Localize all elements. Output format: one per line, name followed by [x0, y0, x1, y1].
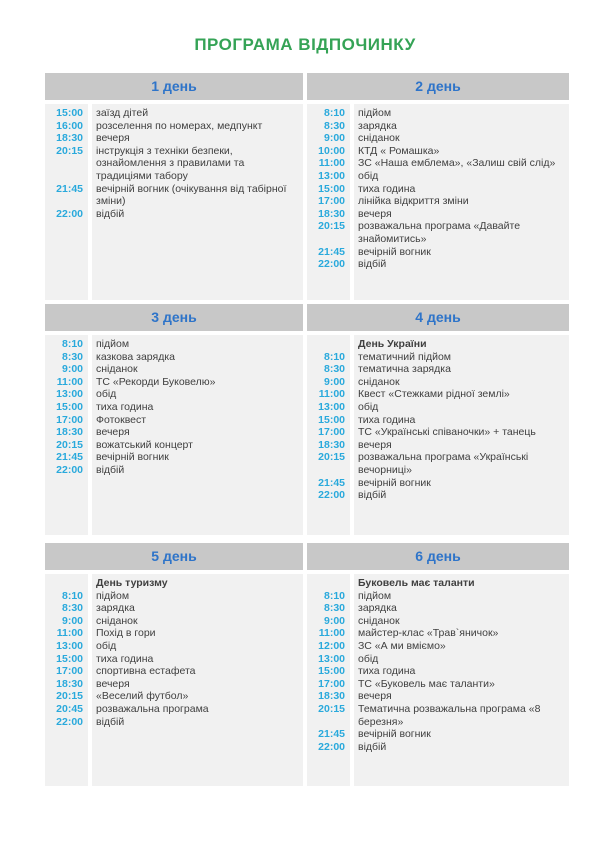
day-1-body — [45, 104, 303, 300]
entry-time: 9:00 — [323, 614, 345, 627]
schedule-entry — [307, 577, 569, 590]
entry-text: обід — [96, 639, 117, 652]
entry-time: 15:00 — [318, 413, 345, 426]
entry-text: тематична зарядка — [358, 363, 451, 376]
entry-time: 9:00 — [61, 363, 83, 376]
schedule-entry — [307, 627, 569, 640]
schedule-entry — [307, 590, 569, 603]
entry-time: 20:15 — [318, 451, 345, 464]
schedule-entry — [307, 351, 569, 364]
schedule-entry — [307, 414, 569, 427]
day-6-header: 6 день — [307, 543, 569, 570]
entry-text: інструкція з техніки безпеки, ознайомлення з правилами та традиціями табору — [96, 144, 245, 182]
page-title: ПРОГРАМА ВІДПОЧИНКУ — [194, 35, 416, 54]
entry-text: сніданок — [96, 614, 138, 627]
schedule-row-1 — [45, 73, 569, 300]
day-2-entries — [307, 104, 569, 271]
schedule-entry — [307, 489, 569, 502]
schedule-entry — [45, 627, 303, 640]
entry-time: 15:00 — [318, 182, 345, 195]
schedule-entry — [45, 690, 303, 703]
entry-text: Похід в гори — [96, 627, 156, 640]
entry-text: Буковель має таланти — [358, 577, 475, 589]
entry-text: відбій — [96, 463, 125, 476]
entry-text: тиха година — [358, 182, 416, 195]
entry-text: відбій — [96, 207, 125, 220]
schedule-entry — [307, 653, 569, 666]
entry-time: 22:00 — [56, 463, 83, 476]
entry-text: ТС «Рекорди Буковелю» — [96, 375, 216, 388]
entry-text: обід — [358, 652, 379, 665]
entry-time: 8:10 — [61, 338, 83, 350]
entry-text: зарядка — [96, 602, 135, 615]
schedule-entry — [45, 363, 303, 376]
schedule-entry — [307, 477, 569, 490]
entry-text: ЗС «Наша емблема», «Залиш свій слід» — [358, 157, 556, 170]
schedule-entry — [307, 363, 569, 376]
entry-text: казкова зарядка — [96, 350, 175, 363]
schedule-entry — [307, 170, 569, 183]
schedule-entry — [307, 338, 569, 351]
schedule-entry — [307, 615, 569, 628]
schedule-entry — [307, 451, 569, 476]
schedule-entry — [45, 451, 303, 464]
schedule-entry — [307, 120, 569, 133]
entry-time: 22:00 — [56, 207, 83, 220]
schedule-entry — [307, 388, 569, 401]
schedule-entry — [45, 183, 303, 208]
schedule-entry — [45, 653, 303, 666]
day-panel-1 — [45, 73, 303, 300]
entry-time: 11:00 — [318, 627, 345, 640]
entry-time: 8:30 — [61, 350, 83, 363]
schedule-entry — [45, 107, 303, 120]
entry-text: вечірній вогник (очікування від табірної зміни) — [96, 182, 287, 208]
entry-text: обід — [96, 388, 117, 401]
entry-text: відбій — [96, 715, 125, 728]
entry-time: 9:00 — [323, 375, 345, 388]
entry-time — [307, 577, 350, 590]
entry-time: 22:00 — [56, 715, 83, 728]
day-5-entries — [45, 574, 303, 728]
entry-time: 20:15 — [56, 144, 83, 157]
schedule-entry — [45, 351, 303, 364]
entry-time: 11:00 — [318, 388, 345, 401]
day-6-body — [307, 574, 569, 786]
entry-time: 12:00 — [318, 639, 345, 652]
schedule-entry — [307, 258, 569, 271]
entry-text: День туризму — [96, 577, 168, 589]
schedule-entry — [307, 602, 569, 615]
entry-text: обід — [358, 169, 379, 182]
schedule-entry — [45, 602, 303, 615]
schedule-entry — [45, 716, 303, 729]
schedule-entry — [307, 728, 569, 741]
entry-time: 20:15 — [318, 220, 345, 233]
entry-text: сніданок — [358, 375, 400, 388]
entry-time: 17:00 — [56, 413, 83, 426]
entry-text: Тематична розважальна програма «8 березня» — [358, 702, 541, 728]
entry-text: підйом — [358, 589, 392, 602]
entry-text: вечеря — [358, 438, 392, 451]
schedule-entry — [307, 439, 569, 452]
entry-text: сніданок — [358, 132, 400, 145]
entry-time: 8:30 — [323, 363, 345, 376]
day-4-header: 4 день — [307, 304, 569, 331]
entry-time: 13:00 — [56, 388, 83, 401]
entry-time: 22:00 — [318, 740, 345, 753]
schedule-entry — [45, 132, 303, 145]
entry-time: 9:00 — [323, 132, 345, 145]
entry-time: 17:00 — [318, 195, 345, 208]
schedule-entry — [45, 577, 303, 590]
schedule-entry — [45, 464, 303, 477]
entry-time: 20:15 — [318, 702, 345, 715]
entry-text: відбій — [358, 740, 387, 753]
schedule-entry — [307, 690, 569, 703]
day-panel-3 — [45, 304, 303, 535]
schedule-entry — [45, 615, 303, 628]
day-2-header: 2 день — [307, 73, 569, 100]
entry-text: обід — [358, 400, 379, 413]
entry-time: 8:30 — [61, 602, 83, 615]
entry-time: 18:30 — [56, 132, 83, 145]
entry-time — [45, 577, 88, 590]
entry-text: тиха година — [358, 413, 416, 426]
entry-text: ТС «Буковель має таланти» — [358, 677, 495, 690]
entry-time: 10:00 — [318, 144, 345, 157]
entry-time: 21:45 — [318, 245, 345, 258]
entry-time: 13:00 — [56, 639, 83, 652]
schedule-entry — [45, 208, 303, 221]
schedule-row-2 — [45, 304, 569, 535]
entry-time: 8:10 — [61, 589, 83, 602]
entry-time: 16:00 — [56, 119, 83, 132]
entry-time: 17:00 — [56, 665, 83, 678]
schedule-entry — [45, 703, 303, 716]
schedule-entry — [45, 145, 303, 183]
entry-time: 18:30 — [318, 438, 345, 451]
schedule-entry — [307, 640, 569, 653]
entry-time: 15:00 — [318, 665, 345, 678]
entry-time: 13:00 — [318, 652, 345, 665]
schedule-entry — [45, 376, 303, 389]
entry-time: 8:10 — [323, 107, 345, 119]
entry-text: розважальна програма «Давайте знайомитись» — [358, 220, 521, 245]
schedule-entry — [45, 426, 303, 439]
entry-text: сніданок — [96, 363, 138, 376]
schedule-entry — [307, 665, 569, 678]
entry-time: 15:00 — [56, 400, 83, 413]
schedule-entry — [307, 195, 569, 208]
entry-text: День України — [358, 338, 427, 350]
day-1-header: 1 день — [45, 73, 303, 100]
entry-text: вечірній вогник — [358, 245, 431, 258]
entry-text: розселення по номерах, медпункт — [96, 119, 263, 132]
schedule-entry — [307, 183, 569, 196]
entry-text: ЗС «А ми вміємо» — [358, 639, 446, 652]
schedule-entry — [307, 107, 569, 120]
entry-text: підйом — [358, 107, 392, 119]
schedule-entry — [45, 414, 303, 427]
schedule-entry — [307, 741, 569, 754]
entry-time: 8:10 — [323, 350, 345, 363]
entry-text: вожатський концерт — [96, 438, 193, 451]
day-6-entries — [307, 574, 569, 753]
entry-time: 22:00 — [318, 489, 345, 502]
entry-time: 21:45 — [318, 476, 345, 489]
schedule-grid — [45, 73, 569, 786]
day-3-body — [45, 335, 303, 535]
schedule-entry — [307, 145, 569, 158]
entry-text: спортивна естафета — [96, 665, 196, 678]
entry-time: 8:30 — [323, 602, 345, 615]
schedule-entry — [307, 401, 569, 414]
entry-text: ТС «Українські співаночки» + танець — [358, 426, 536, 439]
entry-time: 22:00 — [318, 258, 345, 271]
entry-time: 9:00 — [61, 614, 83, 627]
entry-text: тематичний підйом — [358, 350, 452, 363]
entry-text: підйом — [96, 338, 130, 350]
schedule-entry — [45, 401, 303, 414]
entry-text: вечірній вогник — [96, 451, 169, 464]
entry-text: «Веселий футбол» — [96, 690, 189, 703]
entry-time: 18:30 — [56, 677, 83, 690]
entry-time: 11:00 — [56, 375, 83, 388]
day-4-body — [307, 335, 569, 535]
entry-text: підйом — [96, 589, 130, 602]
schedule-entry — [45, 640, 303, 653]
schedule-entry — [45, 388, 303, 401]
entry-text: розважальна програма «Українські вечорниці» — [358, 451, 529, 476]
entry-time: 13:00 — [318, 400, 345, 413]
entry-time: 11:00 — [56, 627, 83, 640]
entry-text: вечеря — [358, 207, 392, 220]
schedule-entry — [45, 120, 303, 133]
entry-time: 20:15 — [56, 438, 83, 451]
entry-text: вечеря — [358, 690, 392, 703]
entry-time: 13:00 — [318, 169, 345, 182]
entry-text: вечеря — [96, 426, 130, 439]
schedule-entry — [307, 678, 569, 691]
entry-time: 20:45 — [56, 702, 83, 715]
day-4-entries — [307, 335, 569, 502]
day-panel-6 — [307, 543, 569, 786]
entry-text: тиха година — [96, 652, 154, 665]
schedule-entry — [307, 208, 569, 221]
entry-text: Квест «Стежками рідної землі» — [358, 388, 510, 401]
entry-text: розважальна програма — [96, 702, 209, 715]
entry-time: 21:45 — [56, 182, 83, 195]
day-3-header: 3 день — [45, 304, 303, 331]
schedule-entry — [45, 678, 303, 691]
entry-text: зарядка — [358, 602, 397, 615]
schedule-entry — [45, 665, 303, 678]
entry-text: зарядка — [358, 119, 397, 132]
schedule-entry — [45, 590, 303, 603]
entry-text: Фотоквест — [96, 413, 147, 426]
day-5-header: 5 день — [45, 543, 303, 570]
entry-text: майстер-клас «Трав`яничок» — [358, 627, 499, 640]
schedule-entry — [307, 703, 569, 728]
entry-time — [307, 338, 350, 351]
entry-text: вечеря — [96, 677, 130, 690]
entry-text: тиха година — [96, 400, 154, 413]
schedule-entry — [45, 338, 303, 351]
entry-time: 17:00 — [318, 677, 345, 690]
entry-text: вечірній вогник — [358, 728, 431, 741]
schedule-entry — [307, 426, 569, 439]
entry-time: 18:30 — [318, 690, 345, 703]
schedule-entry — [307, 376, 569, 389]
entry-time: 8:10 — [323, 589, 345, 602]
schedule-entry — [307, 220, 569, 245]
entry-time: 17:00 — [318, 426, 345, 439]
entry-text: відбій — [358, 258, 387, 271]
entry-time: 18:30 — [56, 426, 83, 439]
entry-text: лінійка відкриття зміни — [358, 195, 469, 208]
day-1-entries — [45, 104, 303, 220]
entry-time: 21:45 — [318, 728, 345, 741]
schedule-row-3 — [45, 543, 569, 786]
entry-text: КТД « Ромашка» — [358, 144, 440, 157]
day-5-body — [45, 574, 303, 786]
schedule-entry — [45, 439, 303, 452]
entry-text: тиха година — [358, 665, 416, 678]
day-3-entries — [45, 335, 303, 477]
entry-text: вечеря — [96, 132, 130, 145]
entry-time: 20:15 — [56, 690, 83, 703]
entry-time: 15:00 — [56, 107, 83, 119]
entry-text: відбій — [358, 489, 387, 502]
day-panel-5 — [45, 543, 303, 786]
entry-time: 11:00 — [318, 157, 345, 170]
entry-text: заїзд дітей — [96, 107, 149, 119]
entry-time: 21:45 — [56, 451, 83, 464]
entry-text: вечірній вогник — [358, 476, 431, 489]
entry-time: 18:30 — [318, 207, 345, 220]
entry-time: 15:00 — [56, 652, 83, 665]
entry-time: 8:30 — [323, 119, 345, 132]
day-panel-2 — [307, 73, 569, 300]
schedule-entry — [307, 132, 569, 145]
schedule-entry — [307, 157, 569, 170]
entry-text: сніданок — [358, 614, 400, 627]
day-2-body — [307, 104, 569, 300]
day-panel-4 — [307, 304, 569, 535]
schedule-entry — [307, 246, 569, 259]
